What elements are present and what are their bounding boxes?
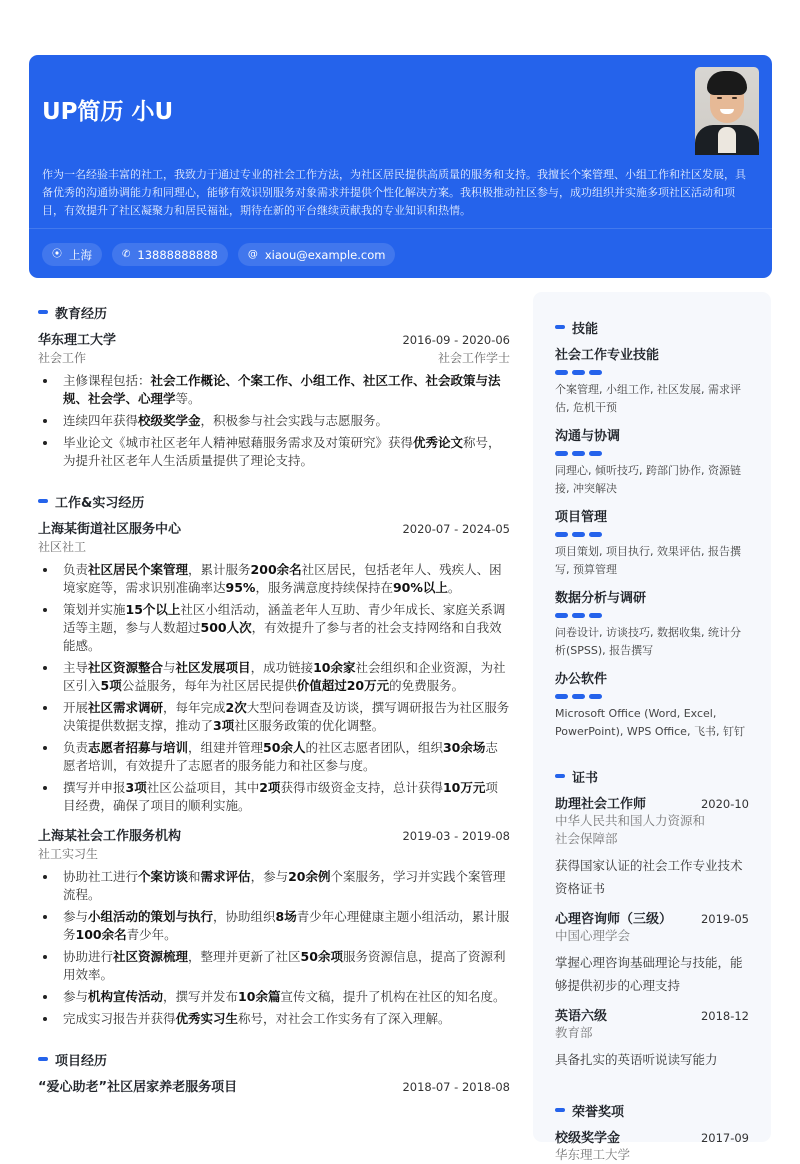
skill-desc: 同理心, 倾听技巧, 跨部门协作, 资源链接, 冲突解决	[555, 464, 741, 495]
work-org: 上海某社会工作服务机构	[38, 829, 182, 844]
level-dot-icon	[572, 532, 585, 537]
certificate-issuer: 中华人民共和国人力资源和社会保障部	[555, 813, 706, 846]
header-divider	[29, 228, 772, 229]
work-entry-head	[38, 518, 510, 537]
bullet-item: 参与机构宣传活动，撰写并发布10余篇宣传文稿，提升了机构在社区的知名度。	[38, 988, 510, 1006]
main-column	[38, 303, 510, 1095]
level-dot-icon	[555, 370, 568, 375]
skills-list	[555, 344, 749, 741]
bullet-item: 毕业论文《城市社区老年人精神慰藉服务需求及对策研究》获得优秀论文称号，为提升社区老年人生活质量提供了理论支持。	[38, 434, 510, 470]
profile-summary: 作为一名经验丰富的社工，我致力于通过专业的社会工作方法，为社区居民提供高质量的服务和支持。我擅长个案管理、小组工作和社区发展，具备优秀的沟通协调能力和同理心，能够有效识别服务对象需求并提供个性化解决方案。我积极推动社区参与，成功组织并实施多项社区活动和项目，有效提升了社区凝聚力和居民福祉，期待在新的平台继续贡献我的专业知识和热情。	[42, 168, 746, 217]
contact-phone-text: 13888888888	[137, 247, 218, 262]
certificate-name: 英语六级	[555, 1009, 608, 1024]
skill-level	[555, 694, 749, 699]
work-role: 社区社工	[38, 540, 87, 554]
honor-issuer: 华东理工大学	[555, 1147, 631, 1162]
section-title-work: 工作&实习经历	[38, 492, 510, 510]
section-bar-icon	[38, 1057, 48, 1061]
work-date: 2020-07 - 2024-05	[402, 522, 510, 536]
education-entry-head	[38, 329, 510, 348]
work-entry-sub	[38, 538, 510, 555]
contact-location	[42, 243, 102, 266]
major: 社会工作	[38, 351, 87, 365]
section-title-honors: 荣誉奖项	[555, 1101, 749, 1119]
honors-list	[555, 1127, 749, 1164]
skill-name: 项目管理	[555, 510, 608, 525]
bullet-item: 完成实习报告并获得优秀实习生称号，对社会工作实务有了深入理解。	[38, 1010, 510, 1028]
level-dot-icon	[589, 694, 602, 699]
level-dot-icon	[555, 451, 568, 456]
section-title-education: 教育经历	[38, 303, 510, 321]
certificate-item	[555, 908, 749, 997]
certificate-date: 2019-05	[700, 912, 749, 926]
work-bullets	[38, 868, 510, 1028]
certificate-head	[555, 1005, 749, 1024]
certificate-desc: 掌握心理咨询基础理论与技能，能够提供初步的心理支持	[555, 955, 743, 993]
level-dot-icon	[572, 451, 585, 456]
skill-item	[555, 506, 749, 579]
education-entry-sub	[38, 349, 510, 366]
bullet-item: 协助社工进行个案访谈和需求评估，参与20余例个案服务，学习并实践个案管理流程。	[38, 868, 510, 904]
skill-level	[555, 613, 749, 618]
project-name: “爱心助老”社区居家养老服务项目	[38, 1080, 238, 1095]
skill-name: 数据分析与调研	[555, 591, 647, 606]
level-dot-icon	[572, 694, 585, 699]
work-bullets	[38, 561, 510, 815]
honor-item	[555, 1127, 749, 1164]
contact-email-text: xiaou@example.com	[264, 247, 386, 262]
sidebar-column	[533, 292, 771, 1162]
skill-desc: 问卷设计, 访谈技巧, 数据收集, 统计分析(SPSS), 报告撰写	[555, 626, 741, 657]
certificate-item	[555, 1005, 749, 1071]
section-title-skills: 技能	[555, 318, 749, 336]
bullet-item: 主修课程包括：社会工作概论、个案工作、小组工作、社区工作、社会政策与法规、社会学、心理学等。	[38, 372, 510, 408]
phone-icon: ✆	[122, 248, 131, 260]
certificate-item	[555, 793, 749, 900]
at-icon: @	[247, 248, 258, 260]
certificate-name: 助理社会工作师	[555, 797, 647, 812]
bullet-item: 开展社区需求调研，每年完成2次大型问卷调查及访谈，撰写调研报告为社区服务决策提供数据支撑，推动了3项社区服务政策的优化调整。	[38, 699, 510, 735]
level-dot-icon	[572, 613, 585, 618]
section-bar-icon	[555, 774, 565, 778]
level-dot-icon	[589, 370, 602, 375]
degree: 社会工作学士	[437, 351, 510, 365]
project-date: 2018-07 - 2018-08	[402, 1080, 510, 1094]
bullet-item: 负责志愿者招募与培训，组建并管理50余人的社区志愿者团队，组织30余场志愿者培训，有效提升了志愿者的服务能力和社区参与度。	[38, 739, 510, 775]
level-dot-icon	[589, 532, 602, 537]
skill-desc: Microsoft Office (Word, Excel, PowerPoint), WPS Office, 飞书, 钉钉	[555, 707, 745, 738]
bullet-item: 协助进行社区资源梳理，整理并更新了社区50余项服务资源信息，提高了资源利用效率。	[38, 948, 510, 984]
certificate-issuer: 教育部	[555, 1025, 593, 1040]
candidate-name: UP简历 小U	[42, 99, 174, 125]
skill-level	[555, 370, 749, 375]
bullet-item: 撰写并申报3项社区公益项目，其中2项获得市级资金支持，总计获得10万元项目经费，确保了项目的顺利实施。	[38, 779, 510, 815]
education-date: 2016-09 - 2020-06	[402, 333, 510, 347]
certificate-head	[555, 793, 749, 812]
level-dot-icon	[555, 613, 568, 618]
school-name: 华东理工大学	[38, 333, 117, 348]
honor-head	[555, 1127, 749, 1146]
skill-item	[555, 587, 749, 660]
work-org: 上海某街道社区服务中心	[38, 522, 182, 537]
skill-desc: 个案管理, 小组工作, 社区发展, 需求评估, 危机干预	[555, 383, 741, 414]
skill-name: 沟通与协调	[555, 429, 621, 444]
honor-name: 校级奖学金	[555, 1131, 621, 1146]
skill-item	[555, 668, 749, 741]
skill-desc: 项目策划, 项目执行, 效果评估, 报告撰写, 预算管理	[555, 545, 741, 576]
resume-header	[29, 55, 772, 278]
certificates-list	[555, 793, 749, 1071]
certificate-date: 2018-12	[700, 1009, 749, 1023]
education-bullets	[38, 372, 510, 470]
honor-date: 2017-09	[700, 1131, 749, 1145]
level-dot-icon	[555, 694, 568, 699]
contact-email[interactable]	[238, 243, 396, 266]
skill-level	[555, 451, 749, 456]
contact-list	[42, 243, 395, 266]
work-role: 社工实习生	[38, 847, 99, 861]
section-bar-icon	[555, 1108, 565, 1112]
certificate-head	[555, 908, 749, 927]
skill-name: 社会工作专业技能	[555, 348, 660, 363]
bullet-item: 策划并实施15个以上社区小组活动，涵盖老年人互助、青少年成长、家庭关系调适等主题，参与人数超过500人次，有效提升了参与者的社会支持网络和自我效能感。	[38, 601, 510, 655]
section-bar-icon	[38, 310, 48, 314]
project-entry-head	[38, 1076, 510, 1095]
work-entry-sub	[38, 845, 510, 862]
section-title-projects: 项目经历	[38, 1050, 510, 1068]
work-entry-head	[38, 825, 510, 844]
level-dot-icon	[555, 532, 568, 537]
certificate-desc: 具备扎实的英语听说读写能力	[555, 1052, 718, 1067]
certificate-name: 心理咨询师（三级）	[555, 912, 673, 927]
bullet-item: 主导社区资源整合与社区发展项目，成功链接10余家社会组织和企业资源，为社区引入5项公益服务，每年为社区居民提供价值超过20万元的免费服务。	[38, 659, 510, 695]
contact-location-text: 上海	[69, 247, 92, 262]
bullet-item: 连续四年获得校级奖学金，积极参与社会实践与志愿服务。	[38, 412, 510, 430]
contact-phone[interactable]	[112, 243, 228, 266]
location-pin-icon: ⦿	[52, 248, 62, 260]
section-bar-icon	[555, 325, 565, 329]
skill-level	[555, 532, 749, 537]
bullet-item: 负责社区居民个案管理，累计服务200余名社区居民，包括老年人、残疾人、困境家庭等，需求识别准确率达95%，服务满意度持续保持在90%以上。	[38, 561, 510, 597]
level-dot-icon	[572, 370, 585, 375]
skill-item	[555, 425, 749, 498]
certificate-date: 2020-10	[700, 797, 749, 811]
section-title-certificates: 证书	[555, 767, 749, 785]
certificate-desc: 获得国家认证的社会工作专业技术资格证书	[555, 858, 743, 896]
work-date: 2019-03 - 2019-08	[402, 829, 510, 843]
bullet-item: 参与小组活动的策划与执行，协助组织8场青少年心理健康主题小组活动，累计服务100余名青少年。	[38, 908, 510, 944]
certificate-issuer: 中国心理学会	[555, 928, 631, 943]
skill-name: 办公软件	[555, 672, 608, 687]
skill-item	[555, 344, 749, 417]
section-bar-icon	[38, 499, 48, 503]
level-dot-icon	[589, 451, 602, 456]
profile-photo	[695, 67, 759, 153]
level-dot-icon	[589, 613, 602, 618]
